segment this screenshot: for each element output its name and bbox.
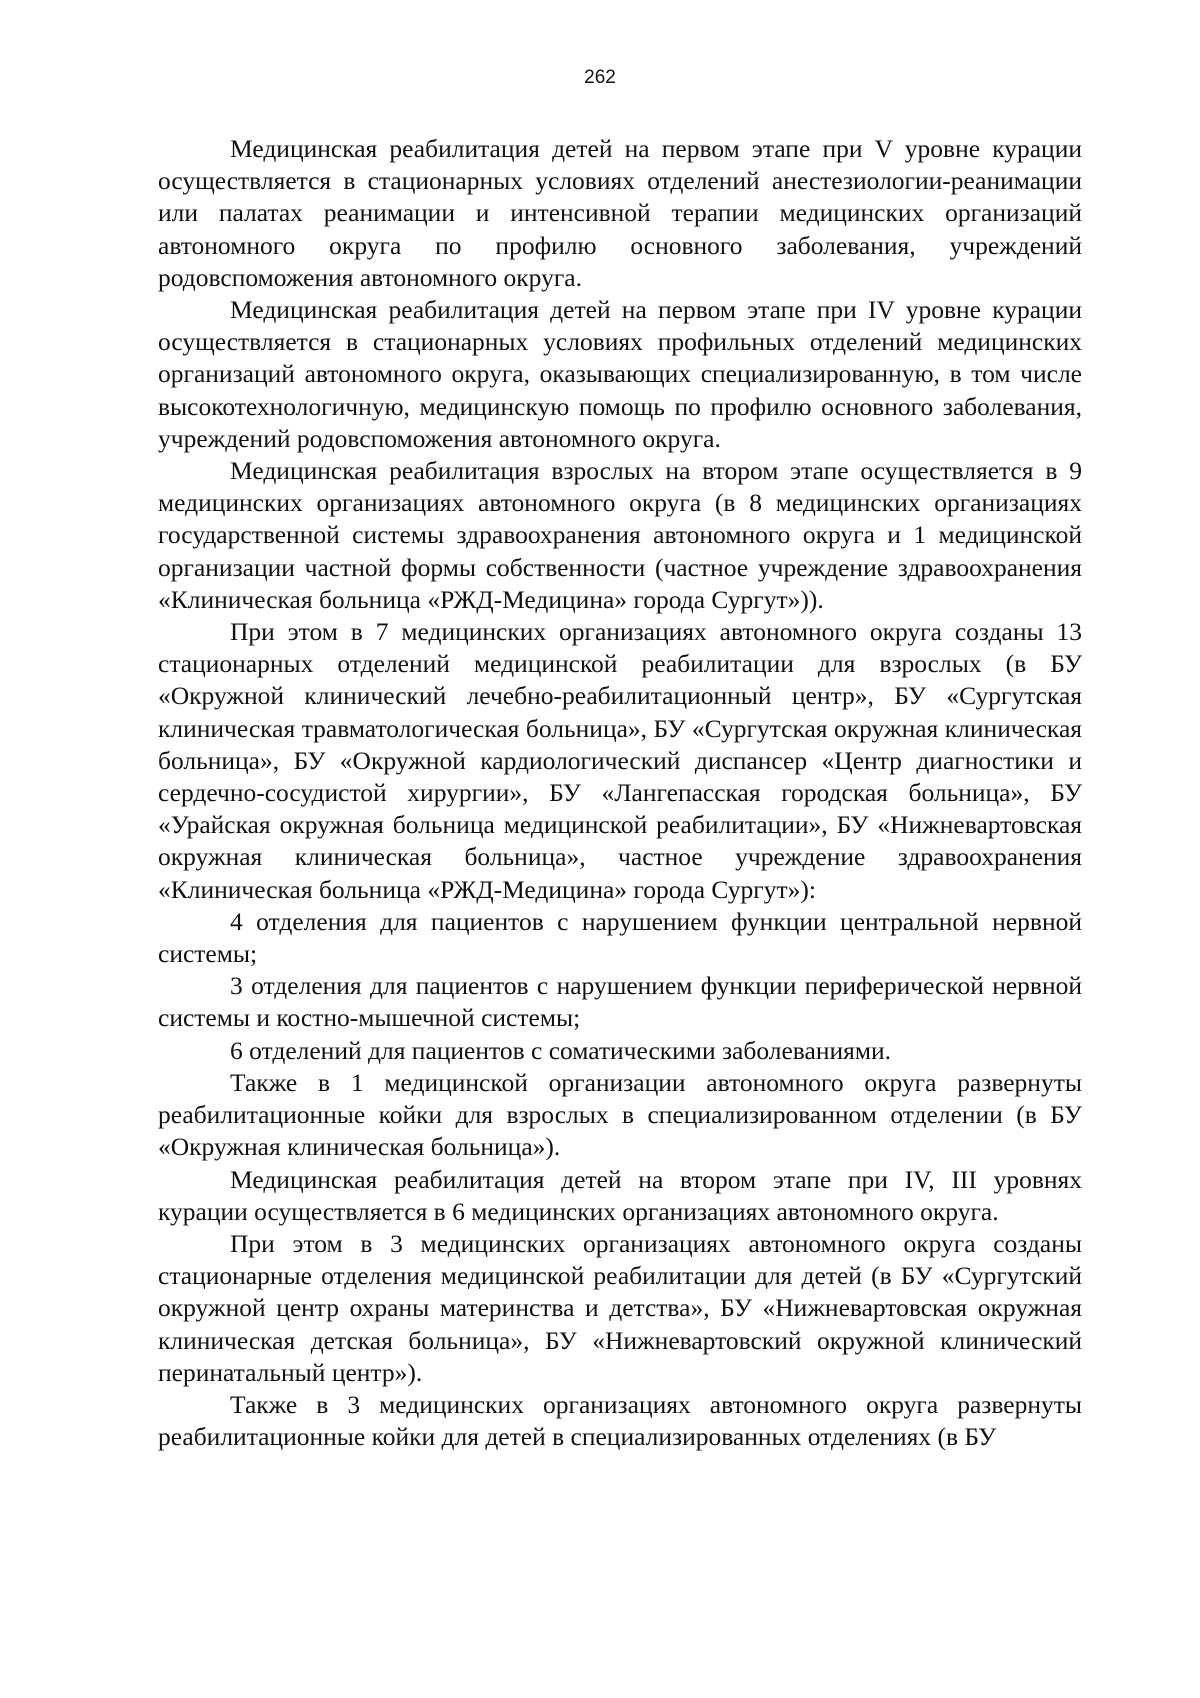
paragraph: Медицинская реабилитация детей на первом этапе при V уровне курации осуществляется в стационарных условиях отделений анестезиологии-реанимации или палатах реанимации и интенсивной терапии медицинских организаций автономного округа по профилю основного заболевания, учреждений родовспоможения автономного округа.	[158, 134, 1082, 292]
paragraph: При этом в 3 медицинских организациях автономного округа созданы стационарные отделения медицинской реабилитации для детей (в БУ «Сургутский окружной центр охраны материнства и детства», БУ «Нижневартовская окружная клиническая детская больница», БУ «Нижневартовский окружной клинический перинатальный центр»).	[158, 1228, 1082, 1387]
paragraph: Медицинская реабилитация детей на втором этапе при IV, III уровнях курации осуществляется в 6 медицинских организациях автономного округа.	[158, 1164, 1082, 1226]
paragraph: Медицинская реабилитация детей на первом этапе при IV уровне курации осуществляется в стационарных условиях профильных отделений медицинских организаций автономного округа, оказывающих специализированную, в том числе высокотехнологичную, медицинскую помощь по профилю основного заболевания, учреждений родовспоможения автономного округа.	[158, 295, 1082, 453]
paragraph: Медицинская реабилитация взрослых на втором этапе осуществляется в 9 медицинских организациях автономного округа (в 8 медицинских организациях государственной системы здравоохранения автономного округа и 1 медицинской организации частной формы собственности (частное учреждение здравоохранения «Клиническая больница «РЖД-Медицина» города Сургут»)).	[158, 456, 1082, 614]
list-paragraph: 4 отделения для пациентов с нарушением функции центральной нервной системы;	[158, 906, 1082, 969]
paragraph: При этом в 7 медицинских организациях автономного округа созданы 13 стационарных отделений медицинской реабилитации для взрослых (в БУ «Окружной клинический лечебно-реабилитационный центр», БУ «Сургутская клиническая травматологическая больница», БУ «Сургутская окружная клиническая больница», БУ «Окружной кардиологический диспансер «Центр диагностики и сердечно-сосудистой хирургии», БУ «Лангепасская городская больница», БУ «Урайская окружная больница медицинской реабилитации», БУ «Нижневартовская окружная клиническая больница», частное учреждение здравоохранения «Клиническая больница «РЖД-Медицина» города Сургут»):	[158, 617, 1082, 904]
list-paragraph: 6 отделений для пациентов с соматическими заболеваниями.	[230, 1035, 891, 1065]
body-text	[158, 133, 1082, 1453]
paragraph: Также в 1 медицинской организации автономного округа развернуты реабилитационные койки для взрослых в специализированном отделении (в БУ «Окружная клиническая больница»).	[158, 1067, 1082, 1162]
page-number: 262	[584, 67, 616, 88]
list-paragraph: 3 отделения для пациентов с нарушением функции периферической нервной системы и костно-мышечной системы;	[158, 971, 1082, 1033]
paragraph: Также в 3 медицинских организациях автономного округа развернуты реабилитационные койки для детей в специализированных отделениях (в БУ	[158, 1389, 1082, 1452]
